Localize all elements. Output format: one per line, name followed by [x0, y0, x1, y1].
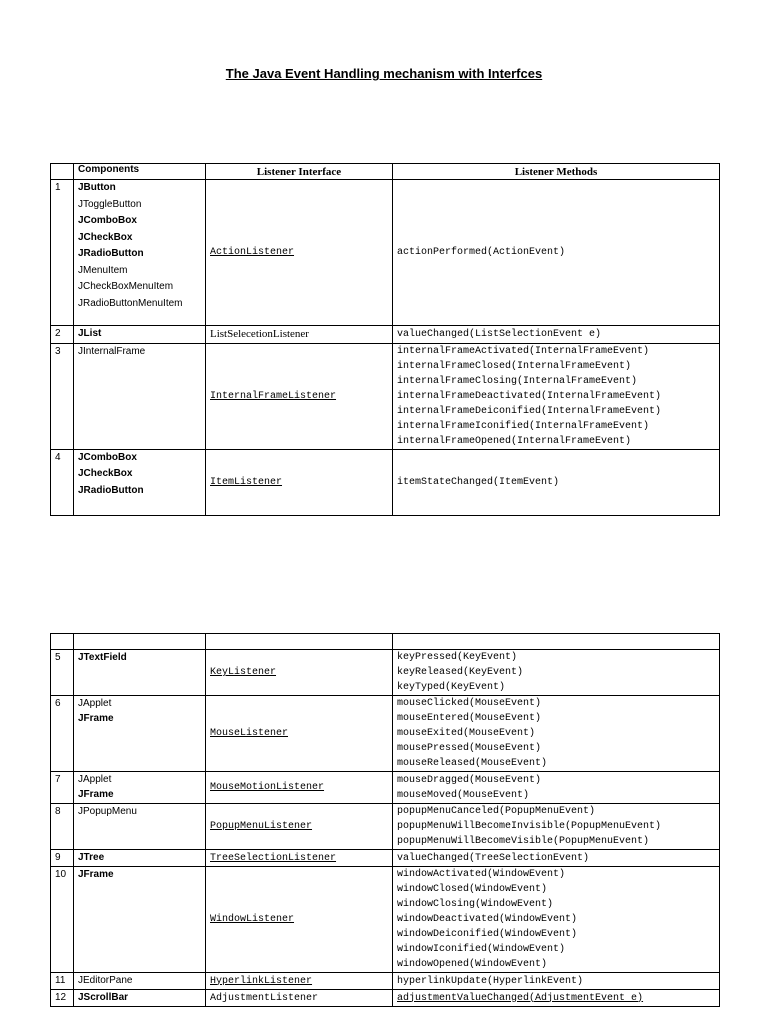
row-number: 4	[51, 449, 74, 515]
method-item: keyReleased(KeyEvent)	[397, 667, 524, 678]
row-number: 6	[51, 696, 74, 772]
interface-name: HyperlinkListener	[210, 975, 313, 987]
header-num	[51, 164, 74, 180]
interface-name: KeyListener	[210, 667, 277, 678]
row-methods	[393, 973, 720, 990]
interface-name: InternalFrameListener	[210, 390, 337, 402]
row-interface	[206, 650, 393, 696]
method-item: windowIconified(WindowEvent)	[397, 944, 566, 955]
row-methods	[393, 326, 720, 344]
component-item: JPopupMenu	[78, 806, 137, 817]
empty-cell	[393, 634, 720, 650]
row-number: 2	[51, 326, 74, 344]
method-item: keyTyped(KeyEvent)	[397, 682, 506, 693]
row-methods	[393, 772, 720, 804]
row-components	[74, 973, 206, 990]
component-item: JTree	[78, 852, 105, 863]
component-item: JInternalFrame	[78, 345, 146, 357]
interface-name: ItemListener	[210, 476, 283, 488]
row-methods	[393, 804, 720, 850]
method-item: keyPressed(KeyEvent)	[397, 652, 518, 663]
row-components	[74, 326, 206, 344]
method-item: internalFrameDeiconified(InternalFrameEvent)	[397, 405, 662, 417]
component-item: JFrame	[78, 869, 114, 880]
interface-name: TreeSelectionListener	[210, 852, 337, 864]
method-item: mouseClicked(MouseEvent)	[397, 698, 542, 709]
row-components	[74, 650, 206, 696]
table-row	[51, 449, 720, 515]
component-item: JToggleButton	[78, 198, 142, 210]
empty-cell	[206, 634, 393, 650]
row-interface	[206, 973, 393, 990]
method-item: internalFrameClosing(InternalFrameEvent)	[397, 375, 638, 387]
listener-table-2	[50, 633, 720, 1007]
row-methods	[393, 650, 720, 696]
method-item: popupMenuWillBecomeInvisible(PopupMenuEvent)	[397, 821, 662, 832]
component-item: JApplet	[78, 774, 112, 785]
component-item: JApplet	[78, 698, 112, 709]
table-row	[51, 343, 720, 449]
row-components	[74, 772, 206, 804]
interface-name: MouseListener	[210, 728, 289, 739]
row-components	[74, 696, 206, 772]
component-item: JScrollBar	[78, 992, 129, 1003]
row-components	[74, 449, 206, 515]
listener-table-1	[50, 163, 720, 516]
interface-name: AdjustmentListener	[210, 992, 319, 1004]
method-item: internalFrameClosed(InternalFrameEvent)	[397, 360, 632, 372]
row-methods	[393, 867, 720, 973]
table-row	[51, 696, 720, 772]
method-item: popupMenuWillBecomeVisible(PopupMenuEvent)	[397, 836, 650, 847]
row-interface	[206, 804, 393, 850]
interface-name: WindowListener	[210, 914, 295, 925]
interface-name: ActionListener	[210, 247, 295, 258]
row-methods	[393, 990, 720, 1007]
method-item: mouseMoved(MouseEvent)	[397, 789, 530, 801]
table-row	[51, 180, 720, 326]
row-number: 12	[51, 990, 74, 1007]
component-item: JMenuItem	[78, 264, 128, 276]
interface-name: MouseMotionListener	[210, 782, 325, 793]
row-number: 8	[51, 804, 74, 850]
component-item: JFrame	[78, 713, 114, 724]
method-item: mouseEntered(MouseEvent)	[397, 713, 542, 724]
method-item: internalFrameIconified(InternalFrameEvent)	[397, 420, 650, 432]
table-row	[51, 804, 720, 850]
component-item: JComboBox	[78, 215, 137, 226]
row-components	[74, 180, 206, 326]
row-components	[74, 990, 206, 1007]
row-interface	[206, 772, 393, 804]
row-methods	[393, 696, 720, 772]
component-item: JList	[78, 328, 102, 339]
row-number: 9	[51, 850, 74, 867]
table-header-row-empty	[51, 634, 720, 650]
method-item: internalFrameDeactivated(InternalFrameEvent)	[397, 390, 662, 402]
component-item: JRadioButton	[78, 484, 144, 496]
header-components: Components	[74, 164, 206, 180]
component-item: JRadioButtonMenuItem	[78, 297, 183, 309]
component-item: JCheckBox	[78, 468, 133, 479]
row-interface	[206, 343, 393, 449]
method-item: adjustmentValueChanged(AdjustmentEvent e)	[397, 992, 644, 1004]
row-number: 7	[51, 772, 74, 804]
method-item: popupMenuCanceled(PopupMenuEvent)	[397, 806, 596, 817]
row-interface	[206, 326, 393, 344]
row-number: 3	[51, 343, 74, 449]
method-item: internalFrameOpened(InternalFrameEvent)	[397, 435, 632, 447]
interface-name: PopupMenuListener	[210, 821, 313, 832]
method-item: mousePressed(MouseEvent)	[397, 743, 542, 754]
row-number: 11	[51, 973, 74, 990]
method-item: windowDeiconified(WindowEvent)	[397, 929, 578, 940]
method-item: windowClosed(WindowEvent)	[397, 884, 548, 895]
method-item: itemStateChanged(ItemEvent)	[397, 476, 560, 488]
component-item: JButton	[78, 182, 116, 193]
row-methods	[393, 449, 720, 515]
row-components	[74, 343, 206, 449]
row-components	[74, 850, 206, 867]
row-number: 1	[51, 180, 74, 326]
component-item: JFrame	[78, 789, 114, 800]
component-item: JTextField	[78, 652, 127, 663]
component-item: JRadioButton	[78, 248, 144, 259]
empty-cell	[51, 634, 74, 650]
row-methods	[393, 343, 720, 449]
table-row	[51, 650, 720, 696]
component-item: JCheckBox	[78, 231, 133, 243]
table-row	[51, 850, 720, 867]
row-methods	[393, 850, 720, 867]
method-item: valueChanged(TreeSelectionEvent)	[397, 852, 590, 864]
method-item: windowClosing(WindowEvent)	[397, 899, 554, 910]
header-listener-interface: Listener Interface	[206, 164, 393, 180]
component-item: JComboBox	[78, 451, 137, 463]
method-item: valueChanged(ListSelectionEvent e)	[397, 328, 602, 340]
row-interface	[206, 850, 393, 867]
row-number: 5	[51, 650, 74, 696]
row-interface	[206, 180, 393, 326]
method-item: windowOpened(WindowEvent)	[397, 959, 548, 970]
row-interface	[206, 867, 393, 973]
empty-cell	[74, 634, 206, 650]
row-interface	[206, 449, 393, 515]
method-item: mouseExited(MouseEvent)	[397, 728, 536, 739]
table-header-row	[51, 164, 720, 180]
method-item: mouseReleased(MouseEvent)	[397, 758, 548, 769]
method-item: actionPerformed(ActionEvent)	[397, 247, 566, 258]
row-interface	[206, 990, 393, 1007]
table-row	[51, 990, 720, 1007]
method-item: windowDeactivated(WindowEvent)	[397, 914, 578, 925]
table-row	[51, 772, 720, 804]
header-listener-methods: Listener Methods	[393, 164, 720, 180]
table-row	[51, 326, 720, 344]
row-components	[74, 804, 206, 850]
method-item: mouseDragged(MouseEvent)	[397, 774, 542, 786]
row-components	[74, 867, 206, 973]
method-item: internalFrameActivated(InternalFrameEvent)	[397, 345, 650, 357]
row-number: 10	[51, 867, 74, 973]
row-methods	[393, 180, 720, 326]
page-title: The Java Event Handling mechanism with Interfces	[225, 66, 543, 81]
component-item: JEditorPane	[78, 975, 133, 986]
method-item: windowActivated(WindowEvent)	[397, 869, 566, 880]
table-row	[51, 973, 720, 990]
method-item: hyperlinkUpdate(HyperlinkEvent)	[397, 975, 584, 987]
row-interface	[206, 696, 393, 772]
interface-name: ListSelecetionListener	[210, 328, 309, 341]
table-row	[51, 867, 720, 973]
component-item: JCheckBoxMenuItem	[78, 281, 174, 292]
